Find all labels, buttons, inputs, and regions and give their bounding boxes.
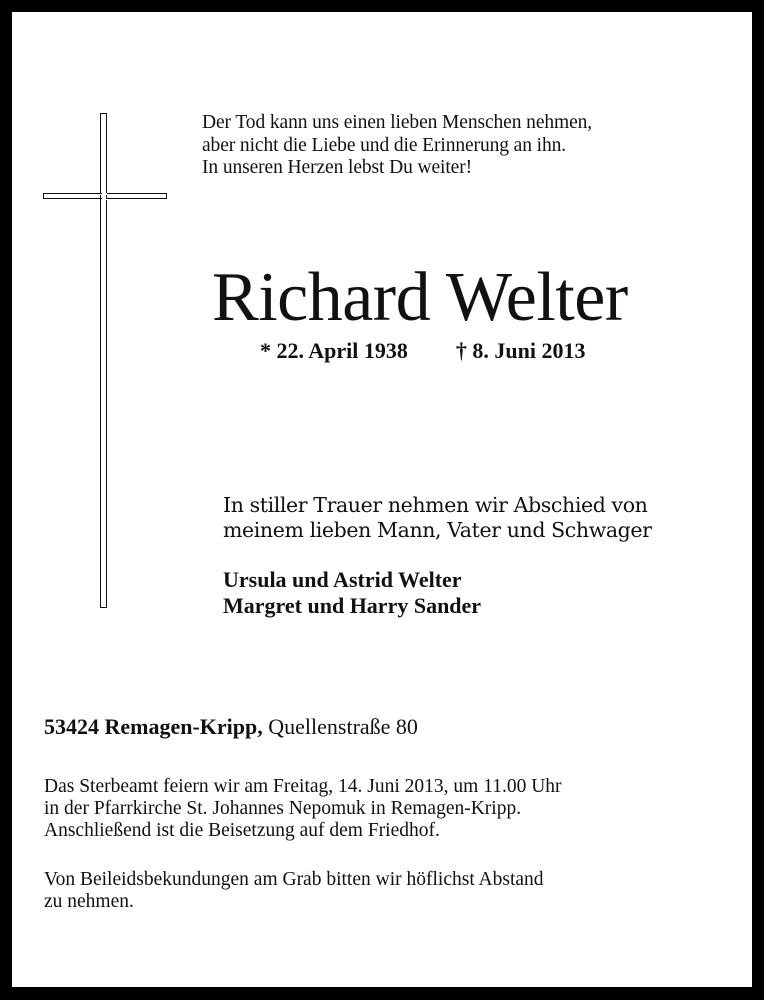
quote-line: In unseren Herzen lebst Du weiter! bbox=[202, 157, 473, 178]
funeral-service-info bbox=[44, 776, 562, 842]
condolence-note bbox=[44, 869, 544, 913]
quote-line: Der Tod kann uns einen lieben Menschen nehmen, bbox=[202, 112, 593, 133]
bereaved-family bbox=[223, 567, 481, 619]
cross-vertical-bar bbox=[100, 113, 107, 608]
condolence-line: zu nehmen. bbox=[44, 891, 134, 912]
birth-date: * 22. April 1938 bbox=[260, 338, 408, 363]
mourning-line: meinem lieben Mann, Vater und Schwager bbox=[223, 518, 652, 542]
condolence-line: Von Beileidsbekundungen am Grab bitten wir höflichst Abstand bbox=[44, 869, 544, 890]
family-address bbox=[44, 714, 418, 740]
family-line: Margret und Harry Sander bbox=[223, 593, 482, 618]
service-line: Das Sterbeamt feiern wir am Freitag, 14. Juni 2013, um 11.00 Uhr bbox=[44, 776, 562, 797]
address-street: Quellenstraße 80 bbox=[268, 714, 418, 739]
address-city: 53424 Remagen-Kripp, bbox=[44, 714, 263, 739]
mourning-text bbox=[223, 493, 652, 543]
death-date: † 8. Juni 2013 bbox=[455, 338, 586, 363]
service-line: in der Pfarrkirche St. Johannes Nepomuk in Remagen-Kripp. bbox=[44, 798, 522, 819]
service-line: Anschließend ist die Beisetzung auf dem Friedhof. bbox=[44, 820, 440, 841]
family-line: Ursula und Astrid Welter bbox=[223, 567, 462, 592]
cross-intersection-lines bbox=[100, 195, 107, 199]
memorial-quote bbox=[202, 112, 592, 180]
life-dates bbox=[260, 338, 586, 364]
quote-line: aber nicht die Liebe und die Erinnerung an ihn. bbox=[202, 134, 567, 156]
deceased-name: Richard Welter bbox=[212, 259, 628, 336]
mourning-line: In stiller Trauer nehmen wir Abschied von bbox=[223, 493, 648, 517]
obituary-notice bbox=[12, 12, 752, 987]
